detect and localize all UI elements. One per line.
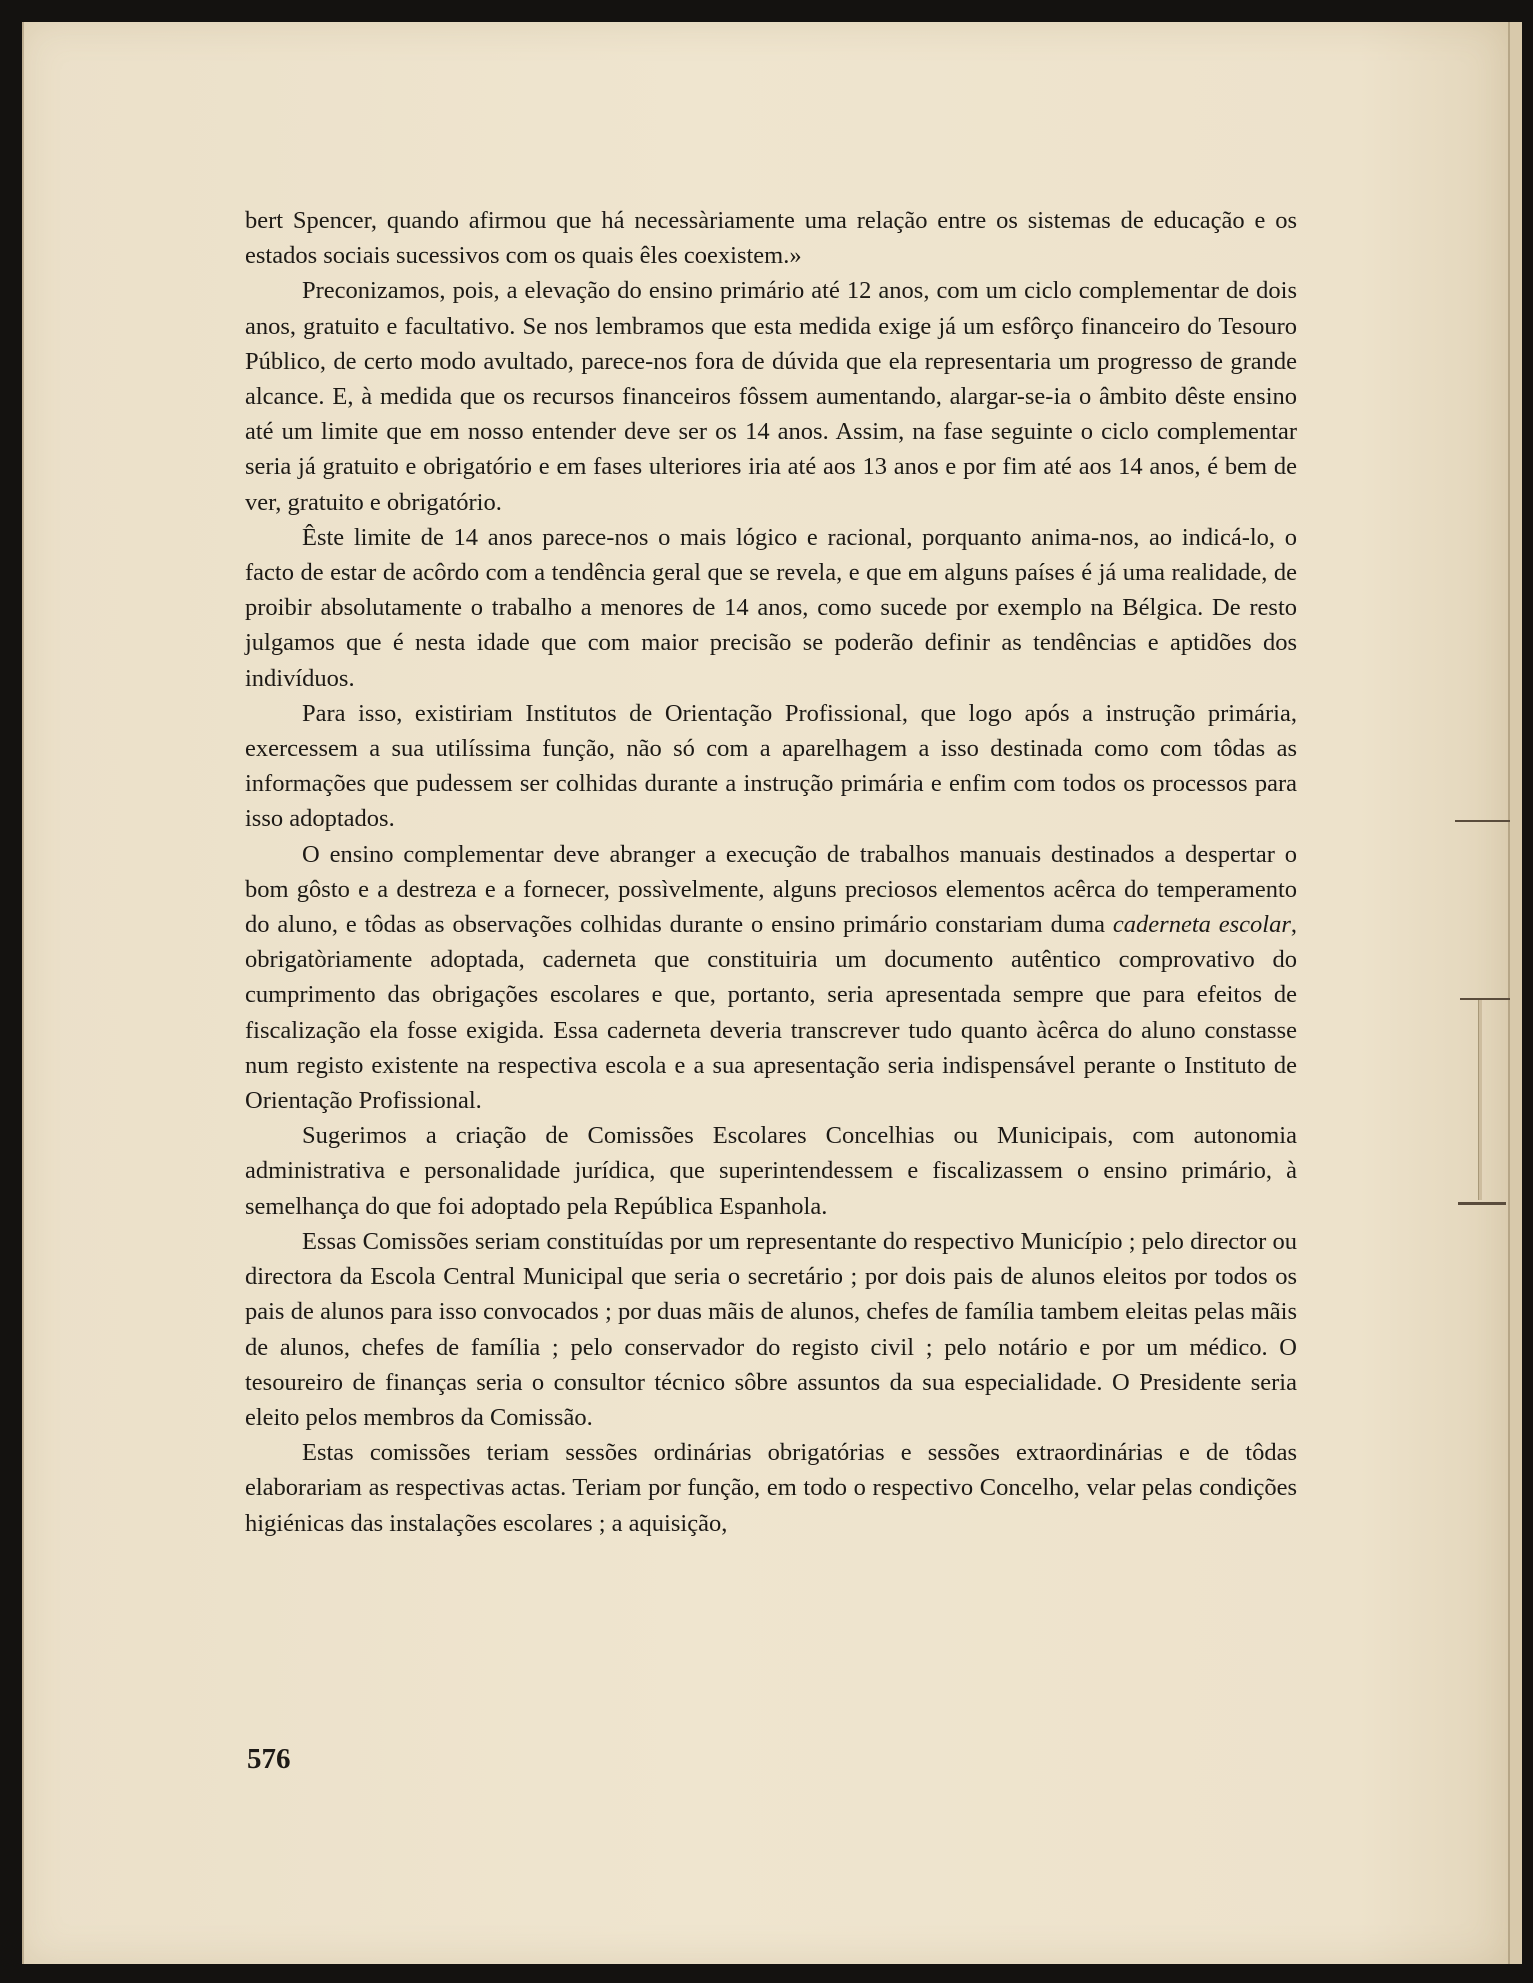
paragraph-continuation: bert Spencer, quando afirmou que há necessàriamente uma relação entre os sistemas de educação e os estados sociais sucessivos com os quais êles coexistem.» xyxy=(245,207,1297,270)
paragraph-with-emphasis xyxy=(245,837,1297,1119)
paragraph: Essas Comissões seriam constituídas por um representante do respectivo Município ; pelo director ou directora da Escola Central Municipal que seria o secretário ; por dois pais de alunos eleitos por todos os pais de alunos para isso convocados ; por duas mãis de alunos, chefes de família tambem eleitas pelas mãis de alunos, chefes de família ; pelo conservador do registo civil ; pelo notário e por um médico. O tesoureiro de finanças seria o consultor técnico sôbre assuntos da sua especialidade. O Presidente seria eleito pelos membros da Comissão. xyxy=(245,1227,1297,1431)
paragraph: Sugerimos a criação de Comissões Escolares Concelhias ou Municipais, com autonomia administrativa e personalidade jurídica, que superintendessem e fiscalizassem o ensino primário, à semelhança do que foi adoptado pela República Espanhola. xyxy=(245,1122,1297,1220)
paragraph-text: O ensino complementar deve abranger a execução de trabalhos manuais destinados a despertar o bom gôsto e a destreza e a fornecer, possìvelmente, alguns preciosos elementos acêrca do temperamento do aluno, e tôdas as observações colhidas durante o ensino primário constariam duma xyxy=(245,840,1297,939)
paragraph: Preconizamos, pois, a elevação do ensino primário até 12 anos, com um ciclo complementar de dois anos, gratuito e facultativo. Se nos lembramos que esta medida exige já um esfôrço financeiro do Tesouro Público, de certo modo avultado, parece-nos fora de dúvida que ela representaria um progresso de grande alcance. E, à medida que os recursos financeiros fôssem aumentando, alargar-se-ia o âmbito dêste ensino até um limite que em nosso entender deve ser os 14 anos. Assim, na fase seguinte o ciclo complementar seria já gratuito e obrigatório e em fases ulteriores iria até aos 13 anos e por fim até aos 14 anos, é bem de ver, gratuito e obrigatório. xyxy=(245,277,1297,516)
binding-stitch-mark xyxy=(1460,998,1510,1000)
page-right-edge-strip xyxy=(1508,22,1522,1964)
paragraph: Êste limite de 14 anos parece-nos o mais lógico e racional, porquanto anima-nos, ao indicá-lo, o facto de estar de acôrdo com a tendência geral que se revela, e que em alguns países é já uma realidade, de proibir absolutamente o trabalho a menores de 14 anos, como sucede por exemplo na Bélgica. De resto julgamos que é nesta idade que com maior precisão se poderão definir as tendências e aptidões dos indivíduos. xyxy=(245,523,1297,692)
emphasized-term: caderneta escolar xyxy=(1112,911,1291,939)
body-text xyxy=(245,203,1297,1541)
page-number: 576 xyxy=(247,1743,291,1775)
page-right-edge-line xyxy=(1508,22,1510,1964)
page-left-edge xyxy=(22,22,24,1964)
paragraph: Para isso, existiriam Institutos de Orientação Profissional, que logo após a instrução primária, exercessem a sua utilíssima função, não só com a aparelhagem a isso destinada como com tôdas as informações que pudessem ser colhidas durante a instrução primária e enfim com todos os processos para isso adoptados. xyxy=(245,699,1297,833)
paragraph-text: , obrigatòriamente adoptada, caderneta que constituiria um documento autêntico comprovativo do cumprimento das obrigações escolares e que, portanto, seria apresentada sempre que para efeitos de fiscalização ela fosse exigida. Essa caderneta deveria transcrever tudo quanto àcêrca do aluno constasse num registo existente na respectiva escola e a sua apresentação seria indispensável perante o Instituto de Orientação Profissional. xyxy=(245,911,1298,1115)
binding-stitch-mark xyxy=(1455,820,1510,822)
binding-stitch-mark xyxy=(1458,1202,1506,1205)
binding-thread xyxy=(1478,1000,1482,1200)
paragraph: Estas comissões teriam sessões ordinárias obrigatórias e sessões extraordinárias e de tôdas elaborariam as respectivas actas. Teriam por função, em todo o respectivo Concelho, velar pelas condições higiénicas das instalações escolares ; a aquisição, xyxy=(245,1439,1297,1537)
